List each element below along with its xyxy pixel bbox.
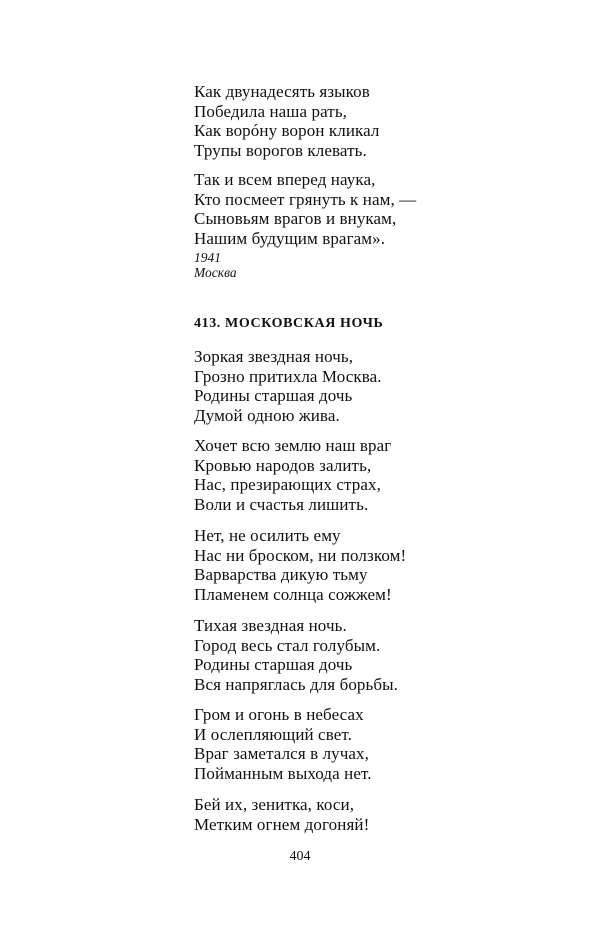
poem-line: Вся напряглась для борьбы. <box>194 674 399 694</box>
poem-stanza-6 <box>194 795 369 834</box>
poem-line: Так и всем вперед наука, <box>194 170 376 189</box>
poem-line: Трупы ворогов клевать. <box>194 140 367 160</box>
prev-poem-stanza-2 <box>194 170 416 248</box>
poem-number: 413. <box>194 316 221 331</box>
poem-line: Нашим будущим врагам». <box>194 228 386 248</box>
page-number: 404 <box>289 849 311 864</box>
poem-line: Думой одною жива. <box>194 405 340 425</box>
poem-line: Родины старшая дочь <box>194 386 353 405</box>
poem-line: Кровью народов залить, <box>194 455 372 475</box>
poem-line: Грозно притихла Москва. <box>194 366 382 386</box>
poem-line: Кто посмеет грянуть к нам, — <box>194 189 417 209</box>
poem-line: Город весь стал голубым. <box>194 635 381 655</box>
poem-line: Нас ни броском, ни ползком! <box>194 545 407 565</box>
poem-line: Зоркая звездная ночь, <box>194 347 354 366</box>
poem-line: Нас, презирающих страх, <box>194 475 381 494</box>
poem-line: Воли и счастья лишить. <box>194 494 369 514</box>
poem-line: Сыновьям врагов и внукам, <box>194 209 397 228</box>
poem-line: Тихая звездная ночь. <box>194 616 347 635</box>
poem-line: Пламенем солнца сожжем! <box>194 584 392 604</box>
poem-line: Пойманным выхода нет. <box>194 763 372 783</box>
poem-line: Враг заметался в лучах, <box>194 744 370 763</box>
poem-line: Нет, не осилить ему <box>194 526 341 545</box>
poem-date: 1941 <box>194 250 221 265</box>
poem-line: Как двунадесять языков <box>194 82 370 101</box>
poem-stanza-2 <box>194 436 391 514</box>
poem-title <box>194 316 383 332</box>
poem-line: Как ворóну ворон кликал <box>194 121 380 140</box>
poem-line: Варварства дикую тьму <box>194 565 368 584</box>
poem-line: Победила наша рать, <box>194 101 348 121</box>
poem-line: Родины старшая дочь <box>194 655 353 674</box>
poem-place: Москва <box>194 265 237 280</box>
poem-title-text: МОСКОВСКАЯ НОЧЬ <box>225 316 384 331</box>
poem-line: И ослепляющий свет. <box>194 724 352 744</box>
poem-line: Хочет всю землю наш враг <box>194 436 392 455</box>
poem-line: Бей их, зенитка, коси, <box>194 795 355 814</box>
poem-stanza-1 <box>194 347 382 425</box>
poem-line: Метким огнем догоняй! <box>194 814 370 834</box>
poem-dateline <box>194 250 237 280</box>
prev-poem-stanza-1 <box>194 82 380 160</box>
poem-stanza-3 <box>194 526 406 604</box>
poem-stanza-5 <box>194 705 372 783</box>
poem-stanza-4 <box>194 616 398 694</box>
poem-line: Гром и огонь в небесах <box>194 705 364 724</box>
